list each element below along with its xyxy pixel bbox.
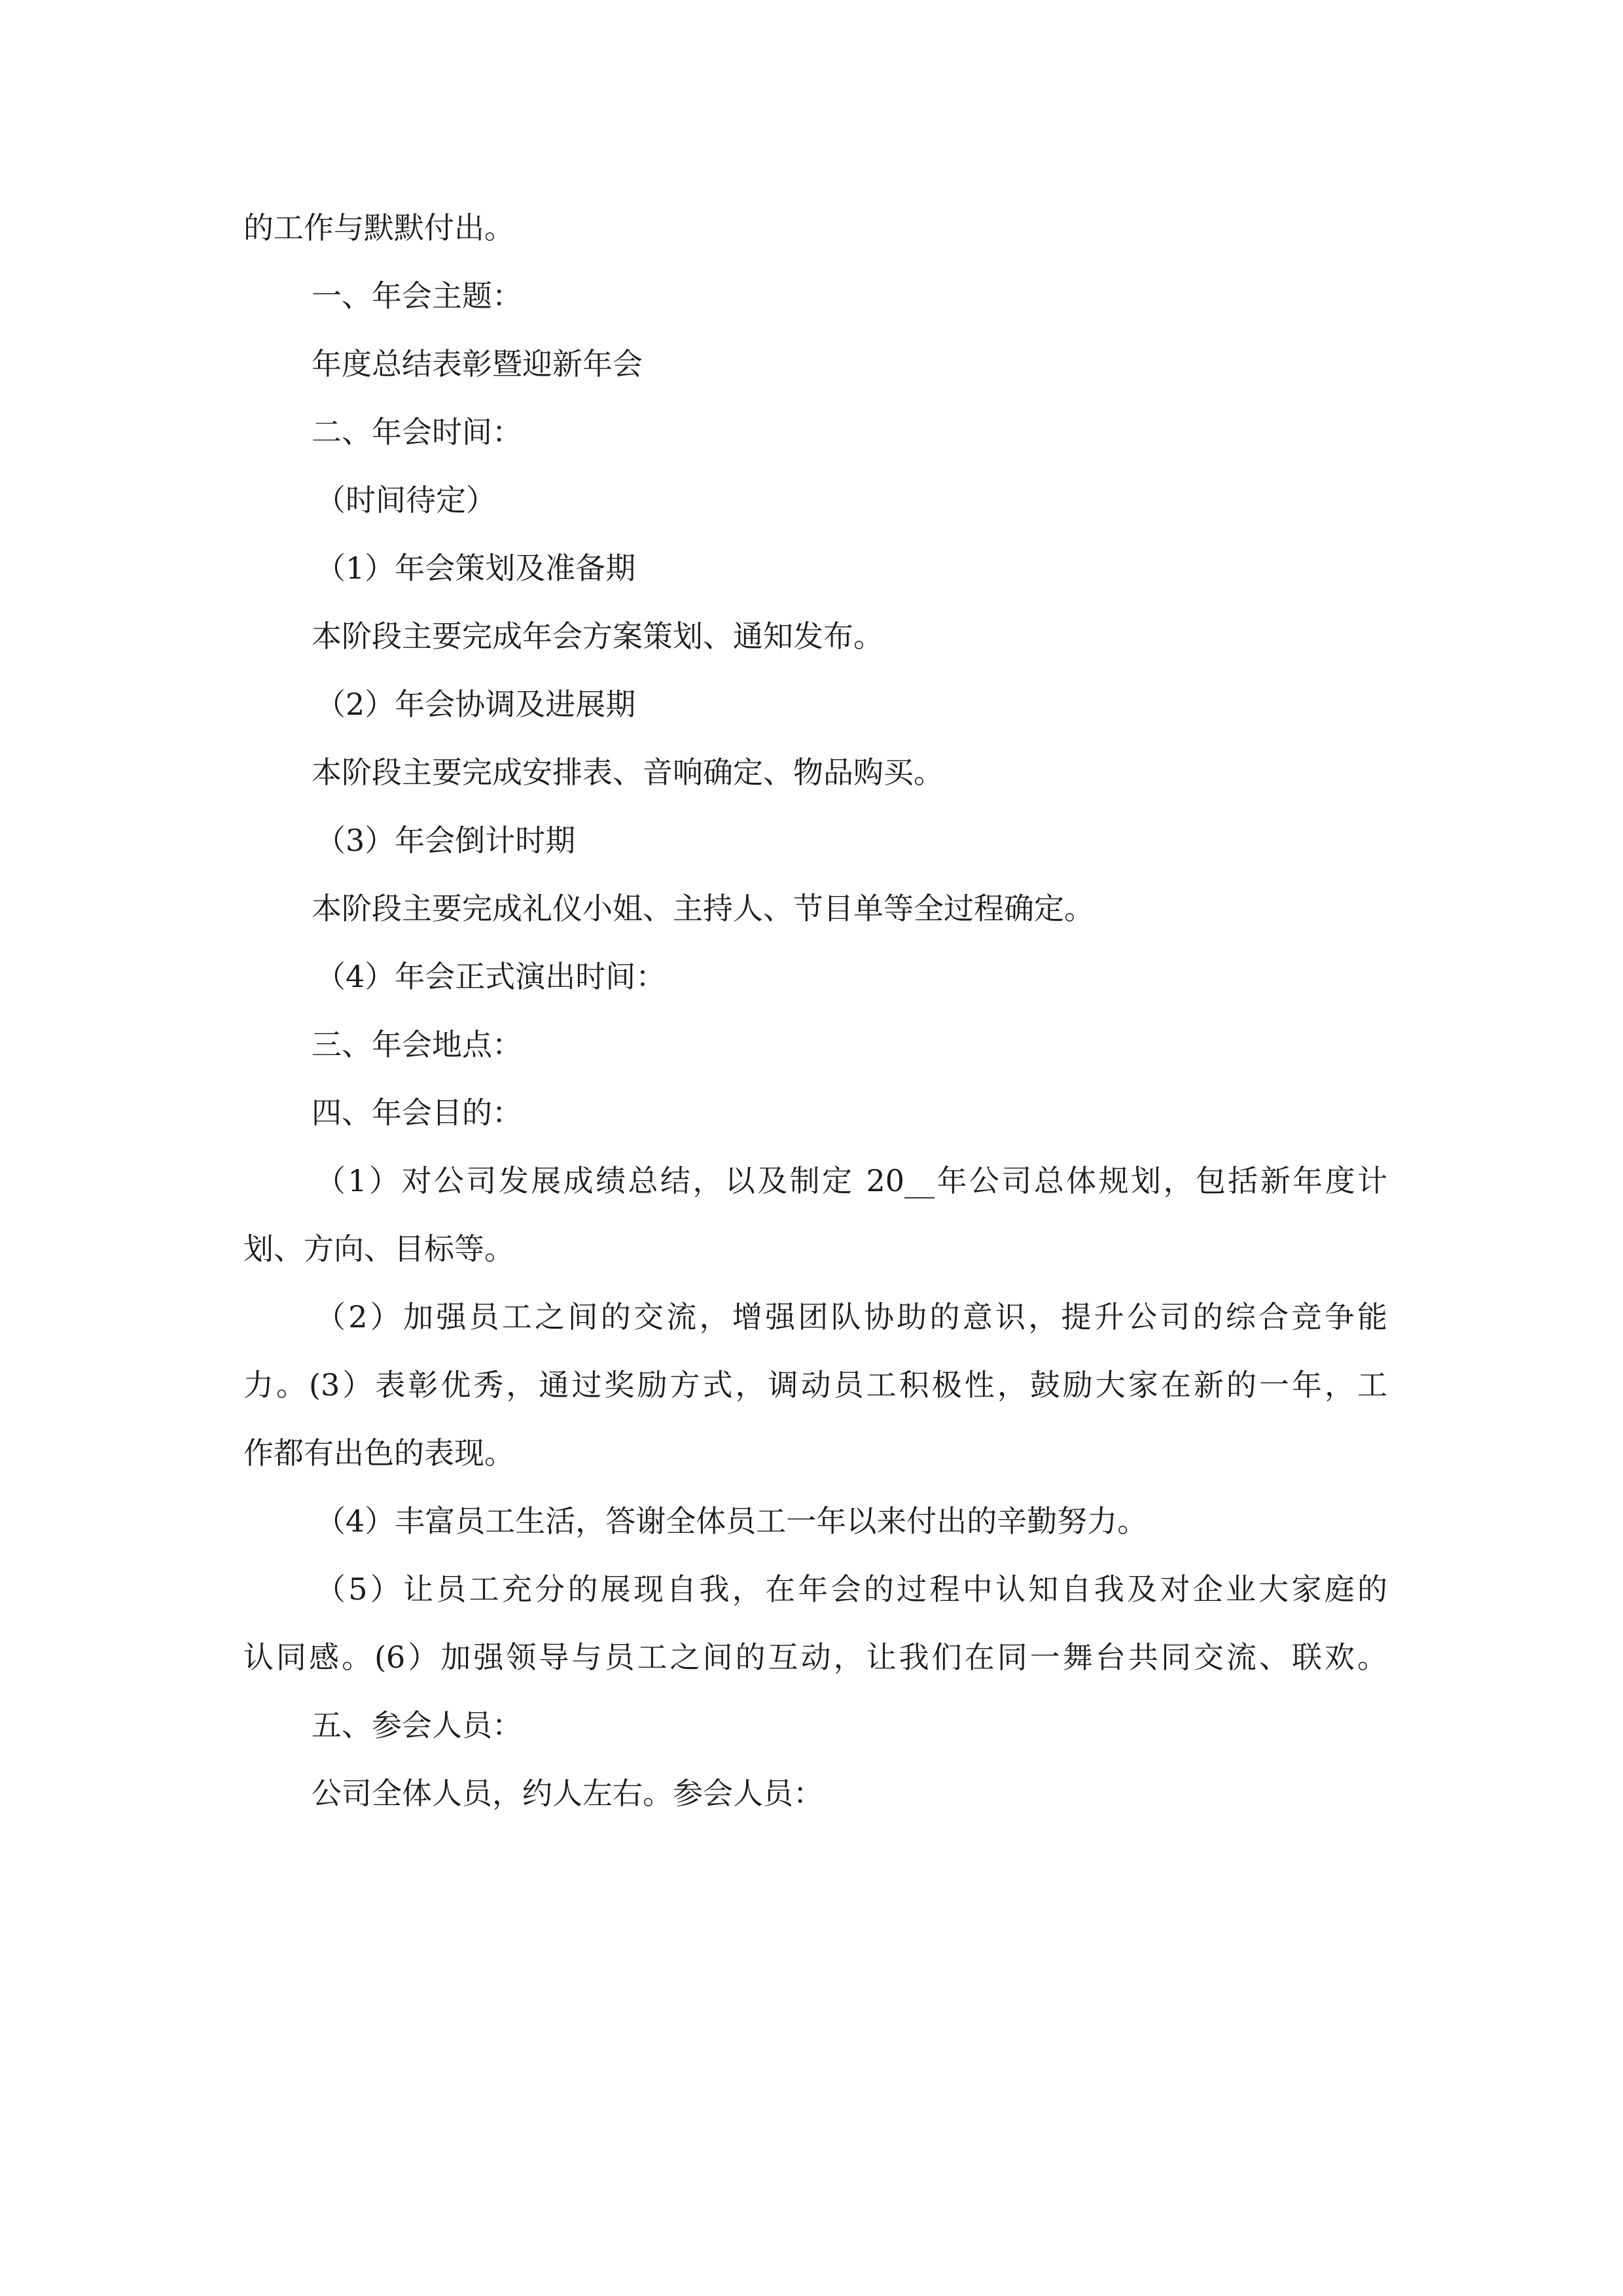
list-item: （5）让员工充分的展现自我，在年会的过程中认知自我及对企业大家庭的 bbox=[315, 1571, 1387, 1607]
section-heading-theme: 一、年会主题： bbox=[312, 278, 522, 314]
list-item: （4）年会正式演出时间： bbox=[315, 959, 666, 994]
text-line: 划、方向、目标等。 bbox=[243, 1231, 514, 1266]
list-item: （1）年会策划及准备期 bbox=[315, 550, 636, 586]
text-line: 年度总结表彰暨迎新年会 bbox=[312, 346, 643, 382]
list-item: （2）加强员工之间的交流，增强团队协助的意识，提升公司的综合竞争能 bbox=[315, 1299, 1387, 1335]
section-heading-attendees: 五、参会人员： bbox=[312, 1708, 522, 1743]
section-heading-venue: 三、年会地点： bbox=[312, 1027, 522, 1062]
list-item: （4）丰富员工生活，答谢全体员工一年以来付出的辛勤努力。 bbox=[315, 1503, 1148, 1539]
list-item: （3）年会倒计时期 bbox=[315, 823, 576, 858]
text-line: 本阶段主要完成年会方案策划、通知发布。 bbox=[312, 619, 883, 654]
text-line: 的工作与默默付出。 bbox=[243, 210, 514, 245]
text-line: 作都有出色的表现。 bbox=[243, 1435, 514, 1471]
text-line: （时间待定） bbox=[315, 482, 496, 518]
text-line: 本阶段主要完成礼仪小姐、主持人、节目单等全过程确定。 bbox=[312, 891, 1094, 926]
document-body bbox=[243, 194, 1387, 1827]
section-heading-time: 二、年会时间： bbox=[312, 414, 522, 450]
list-item: （1）对公司发展成绩总结，以及制定 20__年公司总体规划，包括新年度计 bbox=[315, 1163, 1387, 1198]
text-line: 力。(3）表彰优秀，通过奖励方式，调动员工积极性，鼓励大家在新的一年，工 bbox=[243, 1367, 1387, 1403]
text-line: 公司全体人员，约人左右。参会人员： bbox=[312, 1776, 823, 1811]
list-item: （2）年会协调及进展期 bbox=[315, 687, 636, 722]
text-line: 认同感。(6）加强领导与员工之间的互动，让我们在同一舞台共同交流、联欢。 bbox=[243, 1640, 1387, 1675]
text-line: 本阶段主要完成安排表、音响确定、物品购买。 bbox=[312, 755, 944, 790]
section-heading-purpose: 四、年会目的： bbox=[312, 1095, 522, 1130]
